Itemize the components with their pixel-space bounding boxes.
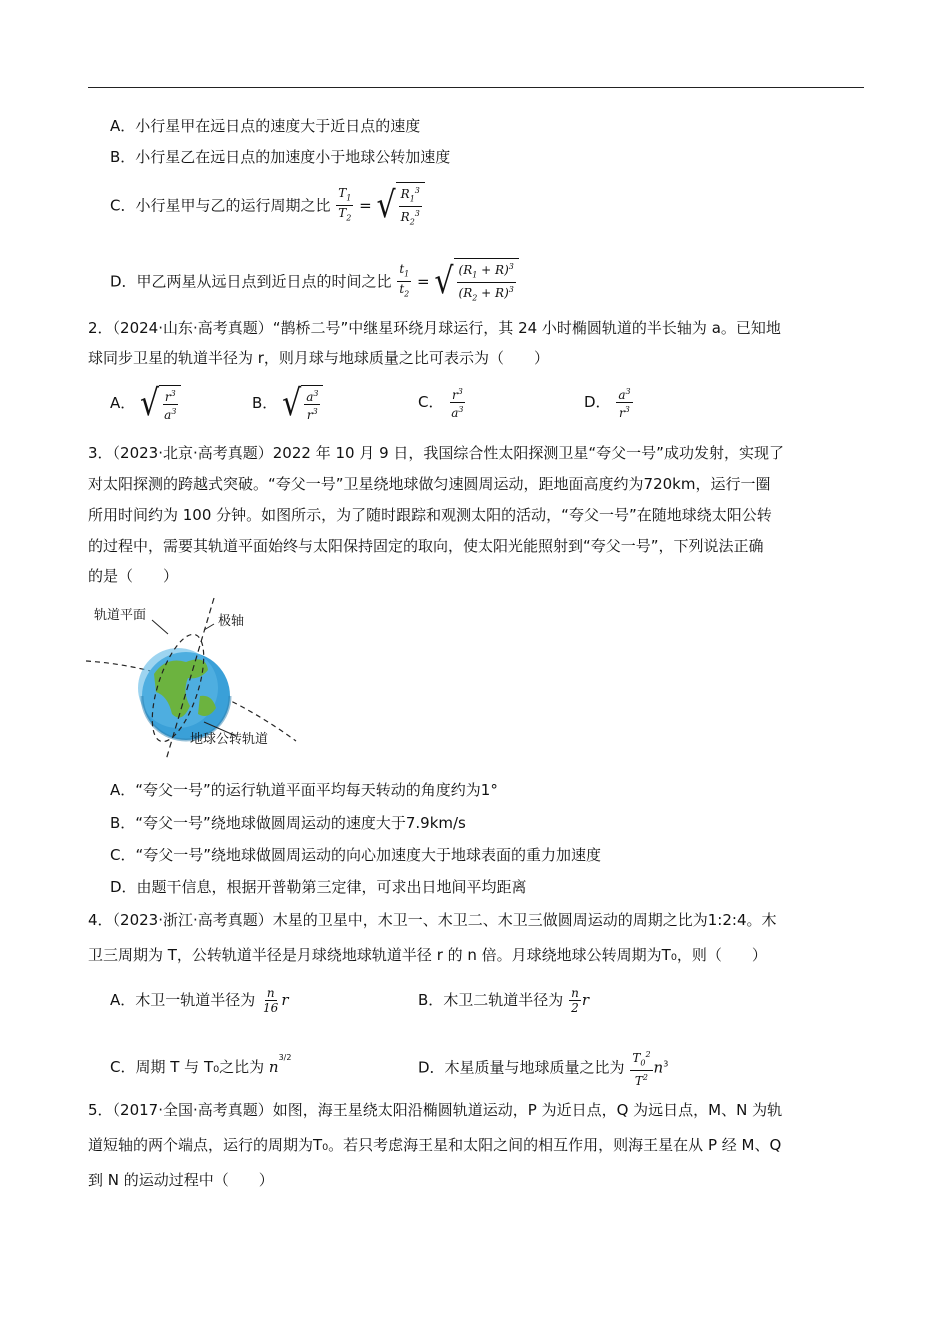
q2-option-b-label: B． <box>252 394 278 412</box>
q1-option-d-sqrt: √ $\frac{(R_1 + R)^3}{(R_2 + R)^3}$ <box>434 258 518 306</box>
label-polar-axis: 极轴 <box>218 614 245 629</box>
label-orbit-plane: 轨道平面 <box>94 608 147 623</box>
q2-stem-line1: 2．（2024·山东·高考真题）“鹊桥二号”中继星环绕月球运行，其 24 小时椭圆轨道的半长轴为 a。已知地 <box>88 319 781 337</box>
q2-option-a-label: A． <box>110 394 136 412</box>
q5-stem-line3: 到 N 的运动过程中（ ） <box>88 1171 274 1189</box>
q3-option-c[interactable]: C．“夸父一号”绕地球做圆周运动的向心加速度大于地球表面的重力加速度 <box>110 846 602 864</box>
q3-option-d[interactable]: D．由题干信息，根据开普勒第三定律，可求出日地间平均距离 <box>110 878 527 896</box>
header-rule <box>88 87 864 88</box>
q4-stem-line1: 4．（2023·浙江·高考真题）木星的卫星中，木卫一、木卫二、木卫三做圆周运动的周期之比为1:2:4。木 <box>88 911 777 929</box>
q2-option-c[interactable]: C． $\frac{r^3}{a^3}$ <box>418 387 464 420</box>
q2-option-c-label: C． <box>418 393 444 411</box>
q3-stem-line2: 对太阳探测的跨越式突破。“夸父一号”卫星绕地球做匀速圆周运动，距地面高度约为720km，运行一圈 <box>88 475 771 493</box>
q4-stem-line2: 卫三周期为 T，公转轨道半径是月球绕地球轨道半径 r 的 n 倍。月球绕地球公转周期为T₀，则（ ） <box>88 946 767 964</box>
q5-stem-line1: 5．（2017·全国·高考真题）如图，海王星绕太阳沿椭圆轨道运动，P 为近日点，Q 为远日点，M、N 为轨 <box>88 1101 783 1119</box>
q1-option-b[interactable]: B．小行星乙在远日点的加速度小于地球公转加速度 <box>110 148 451 166</box>
q3-option-b[interactable]: B．“夸父一号”绕地球做圆周运动的速度大于7.9km/s <box>110 814 466 832</box>
q4-option-a-text: A．木卫一轨道半径为 <box>110 991 256 1009</box>
q4-option-d-text: D．木星质量与地球质量之比为 <box>418 1058 625 1077</box>
q1-option-d[interactable]: D．甲乙两星从远日点到近日点的时间之比 $\frac{t_1}{t_2}$ = √ $\frac{(R_1 + R)^3}{(R_2 + R)^3}$ <box>110 258 519 306</box>
q1-option-c-sqrt: √ $\frac{R_1^3}{R_2^3}$ <box>377 182 425 230</box>
q3-stem-line1: 3．（2023·北京·高考真题）2022 年 10 月 9 日，我国综合性太阳探测卫星“夸父一号”成功发射，实现了 <box>88 444 784 462</box>
q1-option-d-fraction: $\frac{t_1}{t_2}$ <box>399 262 410 299</box>
q4-option-d[interactable]: D．木星质量与地球质量之比为 $\frac{T_0^2}{T^2}$ $n^3$ <box>418 1050 669 1089</box>
q4-option-c[interactable]: C．周期 T 与 T₀之比为 $n^{3/2}$ <box>110 1053 292 1076</box>
q3-stem-line4: 的过程中，需要其轨道平面始终与太阳保持固定的取向，使太阳光能照射到“夸父一号”，下列说法正确 <box>88 537 764 555</box>
q2-stem-line2: 球同步卫星的轨道半径为 r，则月球与地球质量之比可表示为（ ） <box>88 349 549 367</box>
q2-option-d[interactable]: D． $\frac{a^3}{r^3}$ <box>584 387 631 420</box>
q4-option-c-text: C．周期 T 与 T₀之比为 <box>110 1058 265 1076</box>
q1-option-c-text: C．小行星甲与乙的运行周期之比 <box>110 196 331 215</box>
q3-option-a[interactable]: A．“夸父一号”的运行轨道平面平均每天转动的角度约为1° <box>110 781 498 799</box>
q3-stem-line3: 所用时间约为 100 分钟。如图所示，为了随时跟踪和观测太阳的活动，“夸父一号”在随地球绕太阳公转 <box>88 506 772 524</box>
q4-option-b-text: B．木卫二轨道半径为 <box>418 991 564 1009</box>
q4-option-a[interactable]: A．木卫一轨道半径为 $\frac{n}{16}$ r <box>110 986 289 1015</box>
label-earth-orbit: 地球公转轨道 <box>190 732 269 747</box>
q5-stem-line2: 道短轴的两个端点，运行的周期为T₀。若只考虑海王星和太阳之间的相互作用，则海王星在从 P 经 M、Q <box>88 1136 782 1154</box>
q4-option-b[interactable]: B．木卫二轨道半径为 $\frac{n}{2}$ r <box>418 986 589 1015</box>
q3-stem-line5: 的是（ ） <box>88 567 179 585</box>
q2-option-a[interactable]: A． √ $\frac{r^3}{a^3}$ <box>110 385 181 422</box>
q1-option-c[interactable]: C．小行星甲与乙的运行周期之比 $\frac{T_1}{T_2}$ = √ $\frac{R_1^3}{R_2^3}$ <box>110 182 425 230</box>
q1-option-a[interactable]: A．小行星甲在远日点的速度大于近日点的速度 <box>110 117 421 135</box>
q2-option-d-label: D． <box>584 393 611 411</box>
q1-option-c-fraction: $\frac{T_1}{T_2}$ <box>338 186 352 223</box>
q2-option-b[interactable]: B． √ $\frac{a^3}{r^3}$ <box>252 385 323 422</box>
q1-option-d-text: D．甲乙两星从远日点到近日点的时间之比 <box>110 272 392 291</box>
